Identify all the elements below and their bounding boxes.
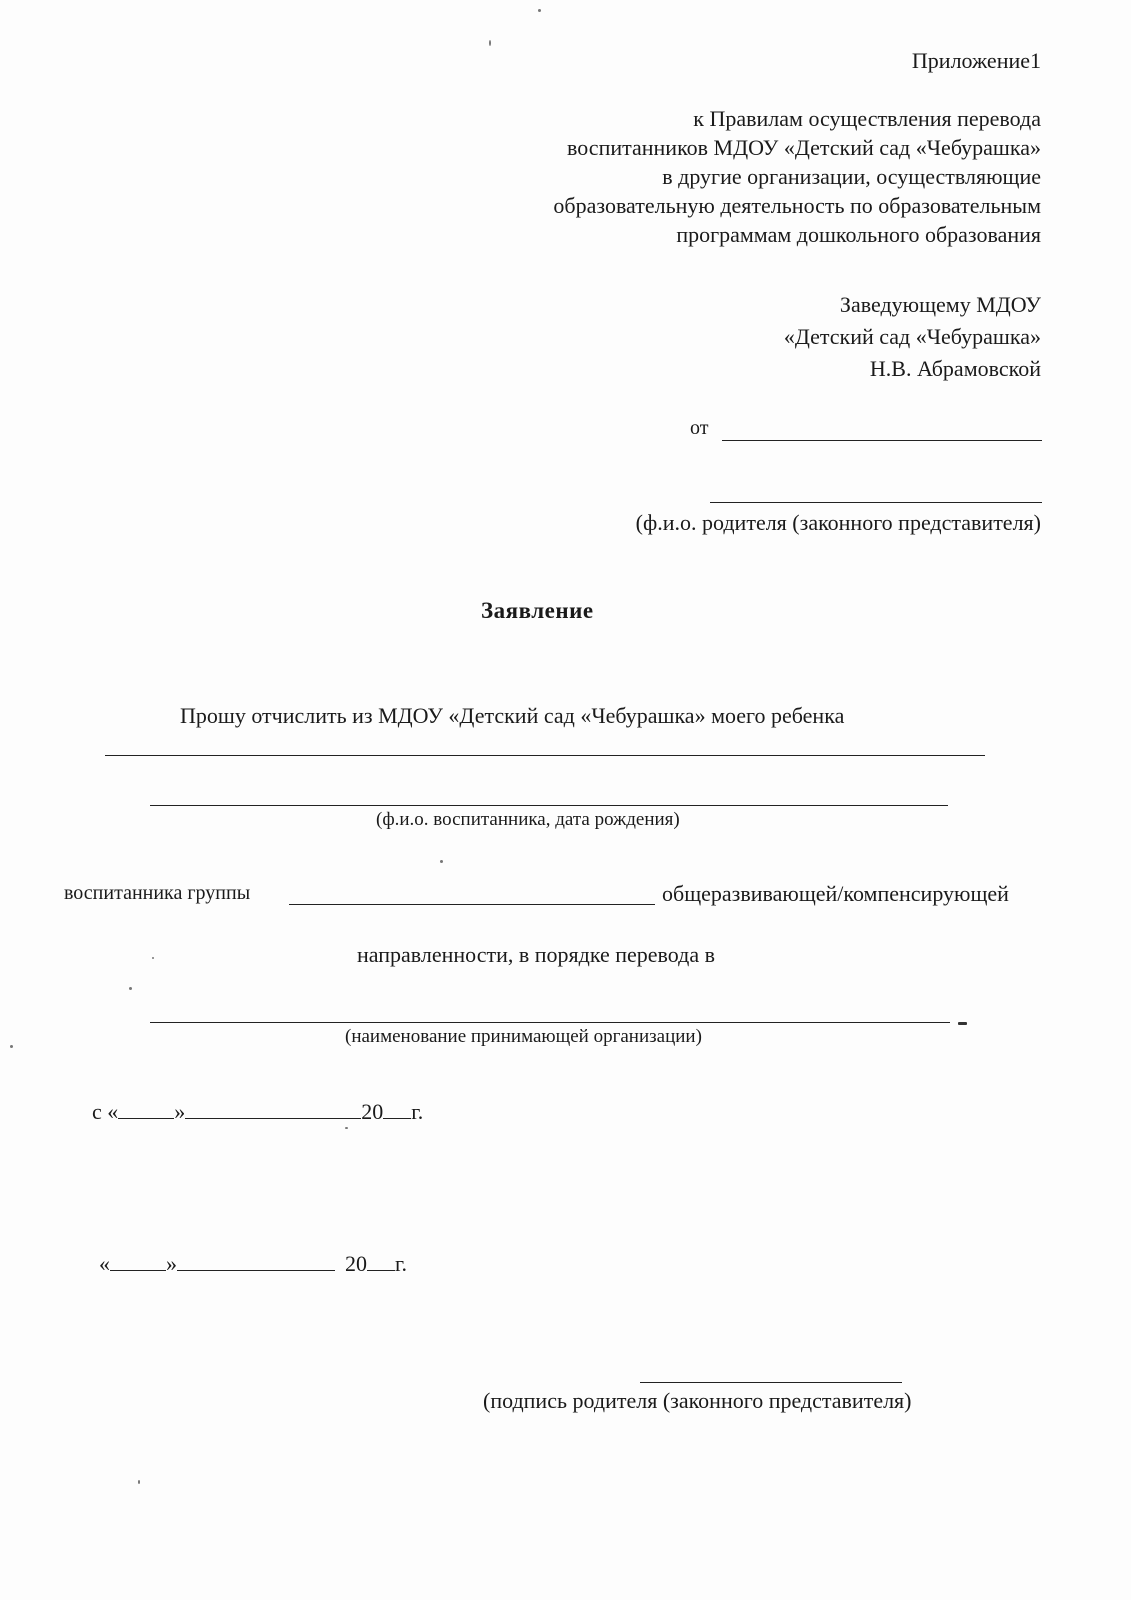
date-sign-year-prefix: 20 [345, 1251, 367, 1276]
organization-caption: (наименование принимающей организации) [345, 1026, 702, 1047]
scan-speck [10, 1045, 13, 1048]
request-text: Прошу отчислить из МДОУ «Детский сад «Чебурашка» моего ребенка [180, 703, 845, 728]
date-sign [99, 1251, 407, 1277]
parent-name-field-2[interactable] [710, 502, 1042, 503]
scan-speck [138, 1480, 140, 1484]
date-from-quote-close: » [174, 1099, 186, 1124]
rules-line: воспитанников МДОУ «Детский сад «Чебурашка» [567, 135, 1041, 160]
child-name-field-2[interactable] [150, 805, 948, 806]
child-name-field[interactable] [105, 755, 985, 756]
parent-name-field[interactable] [722, 440, 1042, 441]
date-from-prefix: с « [92, 1099, 119, 1124]
scan-speck [489, 40, 491, 46]
addressee-block [784, 289, 1041, 385]
child-caption: (ф.и.о. воспитанника, дата рождения) [376, 809, 680, 830]
parent-caption: (ф.и.о. родителя (законного представителя) [635, 510, 1041, 535]
document-title: Заявление [481, 598, 594, 623]
date-from-suffix: г. [411, 1099, 424, 1124]
group-type: общеразвивающей/компенсирующей [662, 881, 1009, 906]
addressee-line: Заведующему МДОУ [839, 292, 1041, 317]
scan-speck [538, 9, 541, 12]
date-sign-month-field[interactable] [177, 1252, 335, 1271]
date-sign-year-field[interactable] [367, 1252, 395, 1271]
date-sign-day-field[interactable] [110, 1252, 166, 1271]
date-from [92, 1099, 423, 1125]
rules-line: образовательную деятельность по образовательным [553, 193, 1041, 218]
rules-line: программам дошкольного образования [676, 222, 1041, 247]
signature-caption: (подпись родителя (законного представителя) [483, 1388, 912, 1413]
addressee-line: Н.В. Абрамовской [869, 356, 1041, 381]
signature-field[interactable] [640, 1382, 902, 1383]
date-from-day-field[interactable] [118, 1100, 174, 1119]
scan-speck [440, 860, 443, 863]
organization-field[interactable] [150, 1022, 950, 1023]
addressee-line: «Детский сад «Чебурашка» [783, 324, 1041, 349]
group-field[interactable] [289, 904, 655, 905]
dash-mark [958, 1022, 967, 1025]
scan-speck [129, 987, 132, 990]
rules-line: к Правилам осуществления перевода [693, 106, 1041, 131]
date-from-year-field[interactable] [383, 1100, 411, 1119]
appendix-label: Приложение1 [911, 48, 1041, 73]
date-sign-prefix: « [99, 1251, 110, 1276]
date-sign-suffix: г. [395, 1251, 408, 1276]
direction-text: направленности, в порядке перевода в [357, 942, 716, 967]
rules-line: в другие организации, осуществляющие [662, 164, 1041, 189]
date-sign-quote-close: » [166, 1251, 177, 1276]
from-label: от [690, 417, 709, 439]
date-from-year-prefix: 20 [361, 1099, 384, 1124]
date-from-month-field[interactable] [185, 1100, 361, 1119]
group-label: воспитанника группы [64, 882, 251, 904]
rules-reference [553, 104, 1041, 249]
scan-speck [345, 1127, 348, 1129]
scan-speck [152, 957, 154, 959]
